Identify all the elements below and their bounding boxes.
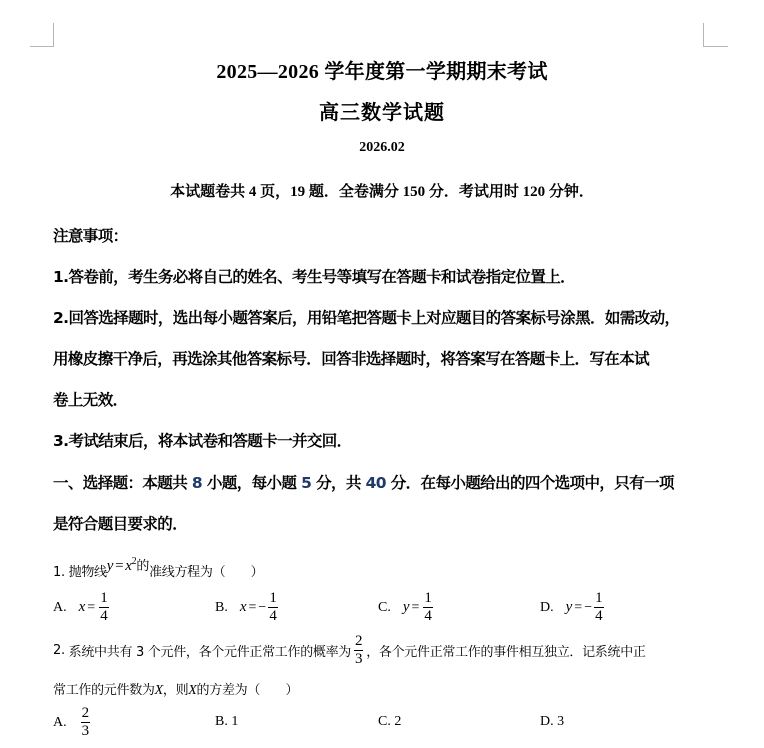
section-1-text-d: 分．在每小题给出的四个选项中，只有一项 bbox=[385, 474, 674, 492]
note-line-4: 卷上无效． bbox=[53, 391, 128, 409]
question-2-option-d[interactable]: D. 3 bbox=[540, 714, 565, 729]
question-1-option-a[interactable]: A. x = $\frac{1}{4}$ bbox=[53, 590, 108, 624]
variable-x: X bbox=[154, 683, 163, 698]
question-1-formula: $y = x^2$ bbox=[106, 556, 137, 574]
question-1-de: 的 bbox=[136, 559, 150, 574]
page-corner-mark-left bbox=[30, 23, 54, 47]
question-1-stem bbox=[53, 556, 264, 581]
fraction: $\frac{1}{4}$ bbox=[595, 590, 603, 624]
variable-x: X bbox=[188, 683, 197, 698]
note-line-3: 用橡皮擦干净后，再选涂其他答案标号．回答非选择题时，将答案写在答题卡上．写在本试 bbox=[53, 350, 650, 368]
question-1-number: 1. bbox=[53, 565, 65, 580]
question-2-stem-line-1 bbox=[53, 633, 646, 668]
question-count: 8 bbox=[191, 474, 203, 492]
question-1-suffix: 准线方程为（ ） bbox=[149, 565, 264, 580]
section-1-text-c: 分，共 bbox=[311, 474, 366, 492]
points-total: 40 bbox=[365, 474, 386, 492]
question-2-option-b[interactable]: B. 1 bbox=[215, 714, 239, 729]
note-line-1: 1.答卷前，考生务必将自己的姓名、考生号等填写在答题卡和试卷指定位置上． bbox=[53, 268, 576, 286]
notes-heading: 注意事项： bbox=[53, 227, 128, 245]
question-1-option-b[interactable]: B. x = − $\frac{1}{4}$ bbox=[215, 590, 277, 624]
question-1-prefix: 抛物线 bbox=[68, 565, 107, 580]
fraction: $\frac{2}{3}$ bbox=[81, 705, 90, 739]
question-2-option-c[interactable]: C. 2 bbox=[378, 714, 402, 729]
section-1-heading-line-2: 是符合题目要求的． bbox=[53, 515, 188, 533]
section-1-text-b: 小题，每小题 bbox=[202, 474, 302, 492]
points-each: 5 bbox=[301, 474, 312, 492]
question-2-stem-line-2: 常工作的元件数为X，则X的方差为（ ） bbox=[53, 683, 299, 698]
exam-subtitle: 高三数学试题 bbox=[319, 102, 445, 124]
exam-title: 2025—2026 学年度第一学期期末考试 bbox=[216, 61, 548, 83]
fraction: $\frac{1}{4}$ bbox=[100, 590, 108, 624]
question-2-probability-fraction: $\frac{2}{3}$ bbox=[355, 633, 363, 667]
question-1-option-c[interactable]: C. y = $\frac{1}{4}$ bbox=[378, 590, 432, 624]
exam-info: 本试题卷共 4 页，19 题．全卷满分 150 分．考试用时 120 分钟． bbox=[170, 184, 594, 200]
exam-date: 2026.02 bbox=[359, 140, 405, 155]
section-1-text-a: 一、选择题：本题共 bbox=[53, 474, 192, 492]
note-line-2: 2.回答选择题时，选出每小题答案后，用铅笔把答题卡上对应题目的答案标号涂黑．如需改动， bbox=[53, 309, 680, 327]
question-2-option-a[interactable]: A. $\frac{2}{3}$ bbox=[53, 705, 90, 739]
fraction: $\frac{1}{4}$ bbox=[424, 590, 432, 624]
section-1-heading bbox=[53, 471, 674, 493]
question-2-text-b: ，各个元件正常工作的事件相互独立．记系统中正 bbox=[366, 645, 646, 660]
question-1-option-d[interactable]: D. y = − $\frac{1}{4}$ bbox=[540, 590, 603, 624]
question-2-number: 2. bbox=[53, 643, 65, 658]
fraction: $\frac{1}{4}$ bbox=[269, 590, 277, 624]
note-line-5: 3.考试结束后，将本试卷和答题卡一并交回． bbox=[53, 432, 352, 450]
page-corner-mark-right bbox=[703, 23, 728, 47]
question-2-text-a: 系统中共有 3 个元件，各个元件正常工作的概率为 bbox=[68, 645, 351, 660]
